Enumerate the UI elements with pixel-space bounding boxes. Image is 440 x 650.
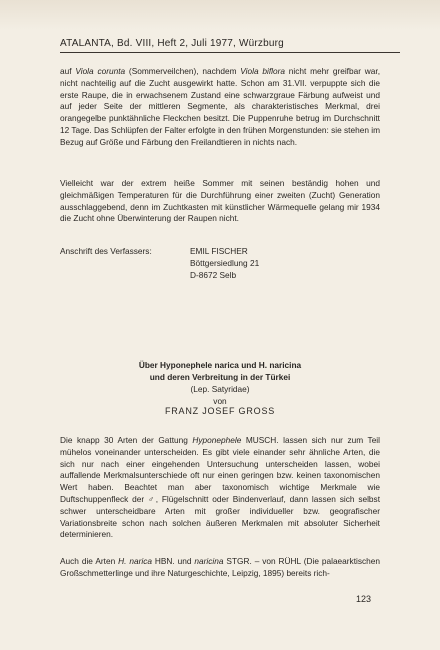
address-lines (190, 246, 259, 281)
address-street: Böttgersiedlung 21 (190, 257, 260, 268)
article-von: von (213, 396, 227, 406)
paragraph-2: Vielleicht war der extrem heiße Sommer mit seinen beständig hohen und gleichmäßigen Temperaturen für die Durchführung einer zweiten (Zucht) Generation ausschlaggebend, denn im Zuchtkasten mit künstlicher Wärmequelle gelang mir 1934 die Zucht ohne Überwinterung der Raupen nicht. (60, 178, 380, 224)
paragraph-1: auf Viola corunta (Sommerveilchen), nachdem Viola biflora nicht mehr greifbar war, nicht nachteilig auf die Zucht ausgewirkt hatte. Schon am 31.VII. verpuppte sich die erste Raupe, die in erwachsenem Zustand eine schwarzgraue Färbung aufweist und auf jeder Seite der mittleren Segmente, als charakteristisches Merkmal, drei orangegelbe punktähnliche Fleckchen besitzt. Die Puppenruhe betrug im Durchschnitt 12 Tage. Das Schlüpfen der Falter erfolgte in den frühen Morgenstunden: sie stehen im Bezug auf Größe und Färbung den Freilandtieren in nichts nach. (60, 66, 380, 147)
bleed-through-strip (0, 0, 440, 30)
paragraph-4: Auch die Arten H. narica HBN. und naricina STGR. – von RÜHL (Die palaearktischen Großschmetterlinge und ihre Naturgeschichte, Leipzig, 1895) bereits rich- (60, 556, 380, 578)
address-label: Anschrift des Verfassers: (60, 246, 152, 256)
address-city: D-8672 Selb (190, 269, 237, 280)
title-line-1: Über Hyponephele narica und H. naricina (138, 360, 302, 370)
page-number: 123 (356, 594, 372, 604)
article-subtitle: (Lep. Satyridae) (190, 384, 250, 394)
article-title (60, 359, 380, 407)
running-head: ATALANTA, Bd. VIII, Heft 2, Juli 1977, Würzburg (60, 38, 284, 49)
title-line-2: und deren Verbreitung in der Türkei (149, 372, 291, 382)
header-rule (60, 52, 400, 53)
address-name: EMIL FISCHER (190, 246, 248, 256)
paragraph-3: Die knapp 30 Arten der Gattung Hyponephele MUSCH. lassen sich nur zum Teil mühelos voneinander unterscheiden. Es gibt viele einander sehr ähnliche Arten, die sich nur nach einer eingehenden Untersuchung unterscheiden lassen, wobei auffallende Merkmalsunterschiede oft nur einen geringen bzw. keinen taxonomischen Wert haben. Beachtet man aber taxonomisch wichtige Merkmale wie Duftschuppenfleck der ♂, Flügelschnitt oder Bindenverlauf, dann lassen sich selbst schwer unterscheidbare Arten mit großer individueller bzw. geografischer Variationsbreite schon nach solchen äußeren Merkmalen mit absoluter Sicherheit determinieren. (60, 435, 380, 540)
article-author: FRANZ JOSEF GROSS (164, 406, 276, 416)
